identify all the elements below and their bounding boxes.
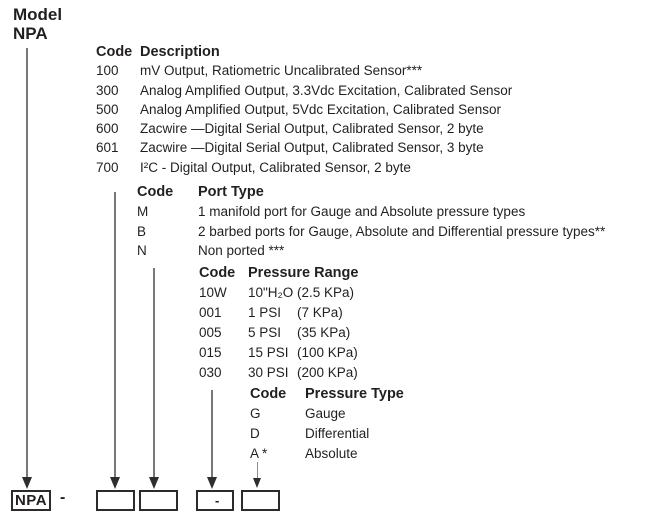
range-value-cell: 5 PSI — [248, 325, 282, 340]
port-type-box — [139, 490, 178, 511]
part-prefix-box — [11, 490, 51, 511]
column-header-description: Description — [140, 44, 220, 60]
column-header-pressure-type: Pressure Type — [305, 386, 404, 402]
table-row — [137, 243, 605, 263]
code-cell: M — [137, 203, 149, 219]
page-title — [13, 5, 62, 43]
description-cell: Differential — [305, 426, 370, 441]
section-output-code — [96, 44, 512, 179]
connector-line-model — [26, 48, 28, 477]
code-cell: 015 — [199, 345, 222, 360]
code-cell: 001 — [199, 305, 222, 320]
table-row — [199, 285, 358, 305]
column-header-code: Code — [137, 184, 174, 200]
code-cell: 600 — [96, 121, 119, 137]
part-prefix: NPA — [14, 492, 48, 509]
column-header-port-type: Port Type — [198, 184, 264, 200]
table-row — [96, 102, 512, 121]
code-cell: 10W — [199, 285, 227, 300]
kpa-cell: (100 KPa) — [297, 345, 358, 360]
table-row — [199, 305, 358, 325]
table-row — [199, 325, 358, 345]
section-heading — [96, 44, 512, 63]
kpa-cell: (35 KPa) — [297, 325, 351, 340]
description-cell: Gauge — [305, 406, 346, 421]
pressure-type-box — [241, 490, 280, 511]
table-row — [199, 365, 358, 385]
code-cell: 601 — [96, 140, 119, 156]
description-cell: Zacwire —Digital Serial Output, Calibrated Sensor, 3 byte — [140, 140, 484, 156]
code-cell: N — [137, 243, 147, 259]
description-cell: 2 barbed ports for Gauge, Absolute and Differential pressure types** — [198, 223, 606, 239]
description-cell: mV Output, Ratiometric Uncalibrated Sensor*** — [140, 63, 423, 79]
description-cell: 1 manifold port for Gauge and Absolute pressure types — [198, 203, 526, 219]
table-row — [199, 345, 358, 365]
connector-line-output-code — [114, 192, 116, 477]
code-cell: 700 — [96, 159, 119, 175]
range-value-cell: 30 PSI — [248, 365, 289, 380]
code-cell: 030 — [199, 365, 222, 380]
description-cell: I²C - Digital Output, Calibrated Sensor, 2 byte — [140, 159, 411, 175]
code-cell: B — [137, 223, 147, 239]
kpa-cell: (7 KPa) — [297, 305, 343, 320]
section-pressure-range — [199, 265, 358, 385]
table-row — [96, 160, 512, 179]
code-cell: G — [250, 406, 261, 421]
range-box-separator: - — [215, 493, 220, 508]
code-cell: D — [250, 426, 260, 441]
arrowhead-icon — [207, 477, 217, 489]
section-heading — [137, 184, 605, 204]
code-cell: 100 — [96, 63, 119, 79]
kpa-cell: (200 KPa) — [297, 365, 358, 380]
arrowhead-icon — [110, 477, 120, 489]
part-separator: - — [60, 489, 66, 506]
description-cell: Zacwire —Digital Serial Output, Calibrated Sensor, 2 byte — [140, 121, 484, 137]
model-name: NPA — [13, 24, 48, 43]
output-code-box — [96, 490, 135, 511]
table-row — [250, 446, 404, 466]
table-row — [96, 83, 512, 102]
description-cell: Absolute — [305, 446, 358, 461]
connector-line-pressure-range — [211, 390, 213, 477]
model-label: Model — [13, 5, 63, 24]
table-row — [137, 224, 605, 244]
range-value-cell: 15 PSI — [248, 345, 289, 360]
column-header-pressure-range: Pressure Range — [248, 265, 359, 281]
column-header-code: Code — [250, 386, 287, 402]
code-cell: 005 — [199, 325, 222, 340]
table-row — [250, 426, 404, 446]
section-heading — [250, 386, 404, 406]
code-cell: 300 — [96, 82, 119, 98]
column-header-code: Code — [96, 44, 133, 60]
section-heading — [199, 265, 358, 285]
section-pressure-type — [250, 386, 404, 466]
range-value-cell: 1 PSI — [248, 305, 282, 320]
description-cell: Non ported *** — [198, 243, 285, 259]
table-row — [96, 140, 512, 159]
pressure-range-box — [196, 490, 234, 511]
kpa-cell: (2.5 KPa) — [297, 285, 355, 300]
arrowhead-icon — [149, 477, 159, 489]
column-header-code: Code — [199, 265, 236, 281]
arrowhead-icon — [253, 478, 261, 488]
arrowhead-icon — [22, 477, 32, 489]
table-row — [137, 204, 605, 224]
table-row — [96, 121, 512, 140]
description-cell: Analog Amplified Output, 5Vdc Excitation, Calibrated Sensor — [140, 101, 501, 117]
code-cell: A * — [250, 446, 268, 461]
section-port-type — [137, 184, 605, 263]
table-row — [250, 406, 404, 426]
table-row — [96, 63, 512, 82]
connector-line-port-type — [153, 268, 155, 477]
code-cell: 500 — [96, 101, 119, 117]
range-value-cell: 10"H₂O — [248, 285, 294, 300]
description-cell: Analog Amplified Output, 3.3Vdc Excitation, Calibrated Sensor — [140, 82, 513, 98]
